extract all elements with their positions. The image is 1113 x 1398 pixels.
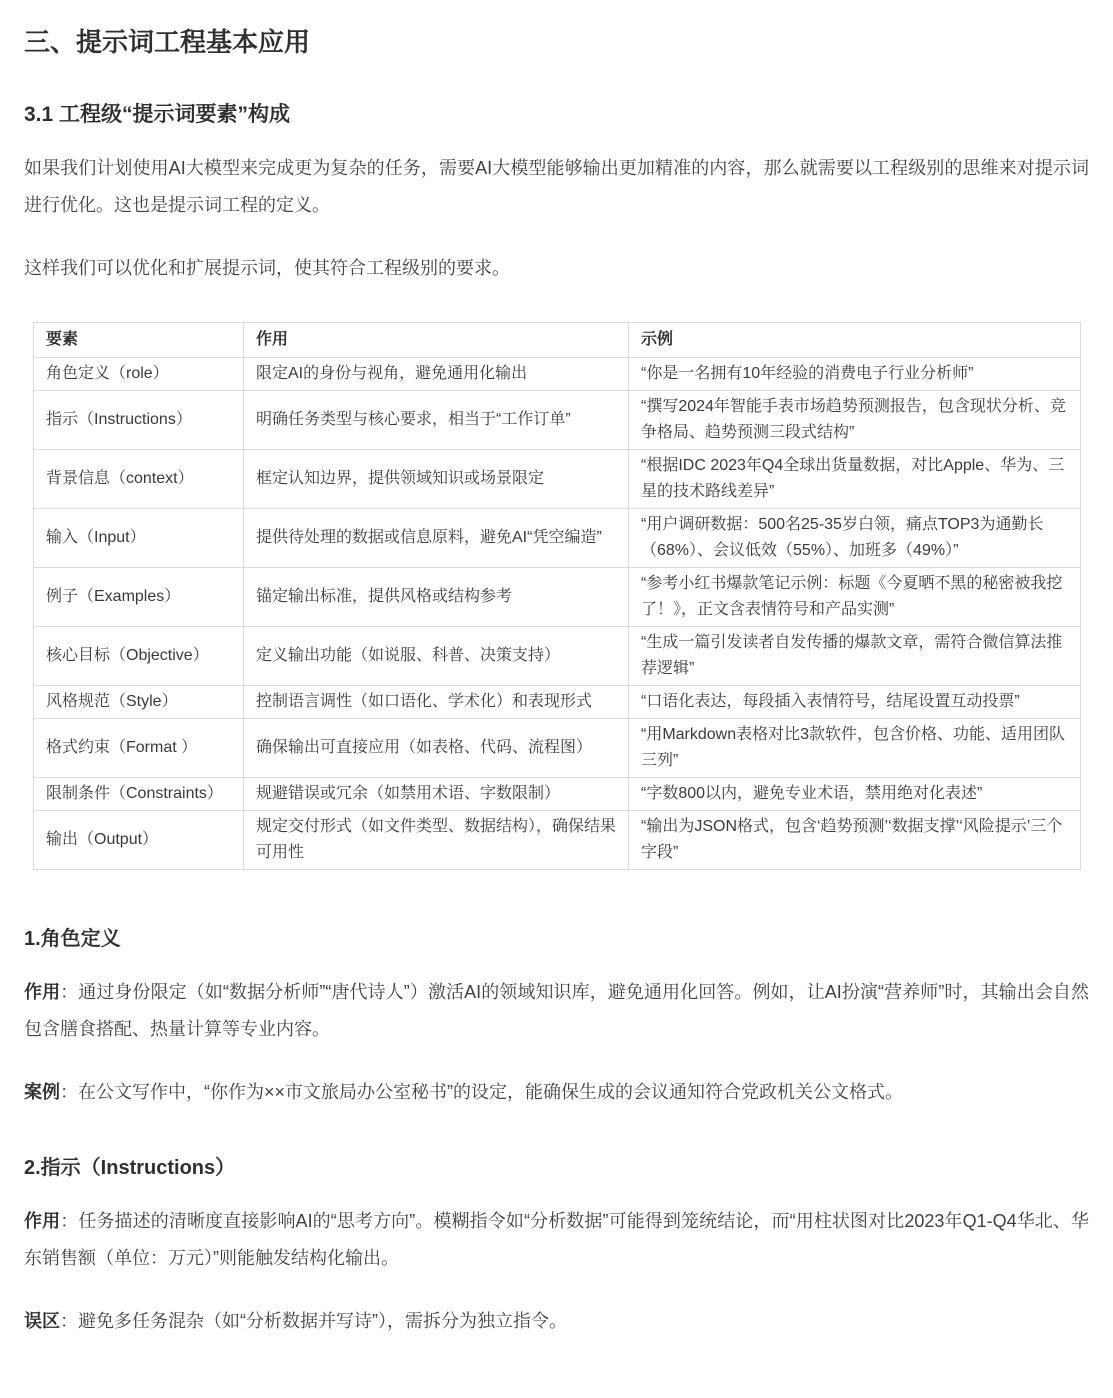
table-header-row xyxy=(34,323,1081,358)
example-cell: “参考小红书爆款笔记示例：标题《今夏晒不黑的秘密被我挖了！》，正文含表情符号和产品实测” xyxy=(629,568,1081,627)
term-label: 作用 xyxy=(24,1211,61,1232)
term-text: 避免多任务混杂（如“分析数据并写诗”），需拆分为独立指令。 xyxy=(78,1311,567,1332)
example-cell: “输出为JSON格式，包含‘趋势预测’‘数据支撑’‘风险提示’三个字段” xyxy=(629,811,1081,870)
label-separator: ： xyxy=(60,1311,78,1332)
function-cell: 确保输出可直接应用（如表格、代码、流程图） xyxy=(244,719,629,778)
term-label: 案例 xyxy=(24,1082,60,1103)
intro-paragraph: 这样我们可以优化和扩展提示词，使其符合工程级别的要求。 xyxy=(24,258,510,279)
section-heading: 1.角色定义 xyxy=(24,928,121,951)
table-row xyxy=(34,811,1081,870)
labeled-paragraph xyxy=(24,1203,1089,1277)
table-row xyxy=(34,627,1081,686)
function-cell: 提供待处理的数据或信息原料，避免AI“凭空编造” xyxy=(244,509,629,568)
table-row xyxy=(34,391,1081,450)
section-instructions xyxy=(24,1155,1089,1340)
function-cell: 锚定输出标准，提供风格或结构参考 xyxy=(244,568,629,627)
term-text: 在公文写作中，“你作为××市文旅局办公室秘书”的设定，能确保生成的会议通知符合党政机关公文格式。 xyxy=(78,1082,904,1103)
element-cell: 输入（Input） xyxy=(34,509,244,568)
example-cell: “口语化表达，每段插入表情符号，结尾设置互动投票” xyxy=(629,686,1081,719)
example-cell: “生成一篇引发读者自发传播的爆款文章，需符合微信算法推荐逻辑” xyxy=(629,627,1081,686)
table-row xyxy=(34,719,1081,778)
table-row xyxy=(34,686,1081,719)
labeled-paragraph xyxy=(24,974,1089,1048)
labeled-paragraph xyxy=(24,1303,1089,1340)
table-row xyxy=(34,450,1081,509)
label-separator: ： xyxy=(60,1211,79,1232)
element-cell: 格式约束（Format ） xyxy=(34,719,244,778)
example-cell: “用Markdown表格对比3款软件，包含价格、功能、适用团队三列” xyxy=(629,719,1081,778)
term-label: 误区 xyxy=(24,1311,60,1332)
example-cell: “你是一名拥有10年经验的消费电子行业分析师” xyxy=(629,358,1081,391)
element-cell: 限制条件（Constraints） xyxy=(34,778,244,811)
example-cell: “撰写2024年智能手表市场趋势预测报告，包含现状分析、竞争格局、趋势预测三段式结构” xyxy=(629,391,1081,450)
intro-paragraph: 如果我们计划使用AI大模型来完成更为复杂的任务，需要AI大模型能够输出更加精准的内容，那么就需要以工程级别的思维来对提示词进行优化。这也是提示词工程的定义。 xyxy=(24,158,1089,216)
table-row xyxy=(34,568,1081,627)
col-header-example: 示例 xyxy=(629,323,1081,358)
element-cell: 核心目标（Objective） xyxy=(34,627,244,686)
term-label: 作用 xyxy=(24,982,61,1003)
function-cell: 定义输出功能（如说服、科普、决策支持） xyxy=(244,627,629,686)
element-cell: 角色定义（role） xyxy=(34,358,244,391)
subsection-title: 3.1 工程级“提示词要素”构成 xyxy=(24,102,291,126)
labeled-paragraph xyxy=(24,1074,1089,1111)
section-heading: 2.指示（Instructions） xyxy=(24,1157,236,1180)
col-header-function: 作用 xyxy=(244,323,629,358)
page-title: 三、提示词工程基本应用 xyxy=(24,27,311,57)
function-cell: 规避错误或冗余（如禁用术语、字数限制） xyxy=(244,778,629,811)
col-header-element: 要素 xyxy=(34,323,244,358)
function-cell: 框定认知边界，提供领域知识或场景限定 xyxy=(244,450,629,509)
term-text: 任务描述的清晰度直接影响AI的“思考方向”。模糊指令如“分析数据”可能得到笼统结论，而“用柱状图对比2023年Q1-Q4华北、华东销售额（单位：万元）”则能触发结构化输出。 xyxy=(24,1211,1090,1269)
term-text: 通过身份限定（如“数据分析师”“唐代诗人”）激活AI的领域知识库，避免通用化回答。例如，让AI扮演“营养师”时，其输出会自然包含膳食搭配、热量计算等专业内容。 xyxy=(24,982,1090,1040)
element-cell: 输出（Output） xyxy=(34,811,244,870)
prompt-elements-table xyxy=(33,322,1081,870)
example-cell: “字数800以内，避免专业术语，禁用绝对化表述” xyxy=(629,778,1081,811)
function-cell: 明确任务类型与核心要求，相当于“工作订单” xyxy=(244,391,629,450)
example-cell: “根据IDC 2023年Q4全球出货量数据，对比Apple、华为、三星的技术路线差异” xyxy=(629,450,1081,509)
function-cell: 限定AI的身份与视角，避免通用化输出 xyxy=(244,358,629,391)
table-row xyxy=(34,778,1081,811)
element-cell: 指示（Instructions） xyxy=(34,391,244,450)
function-cell: 规定交付形式（如文件类型、数据结构），确保结果可用性 xyxy=(244,811,629,870)
element-cell: 风格规范（Style） xyxy=(34,686,244,719)
element-cell: 例子（Examples） xyxy=(34,568,244,627)
section-role-definition xyxy=(24,926,1089,1111)
function-cell: 控制语言调性（如口语化、学术化）和表现形式 xyxy=(244,686,629,719)
element-cell: 背景信息（context） xyxy=(34,450,244,509)
label-separator: ： xyxy=(60,982,79,1003)
table-row xyxy=(34,509,1081,568)
label-separator: ： xyxy=(60,1082,78,1103)
example-cell: “用户调研数据：500名25-35岁白领，痛点TOP3为通勤长（68%）、会议低效（55%）、加班多（49%）” xyxy=(629,509,1081,568)
table-row xyxy=(34,358,1081,391)
